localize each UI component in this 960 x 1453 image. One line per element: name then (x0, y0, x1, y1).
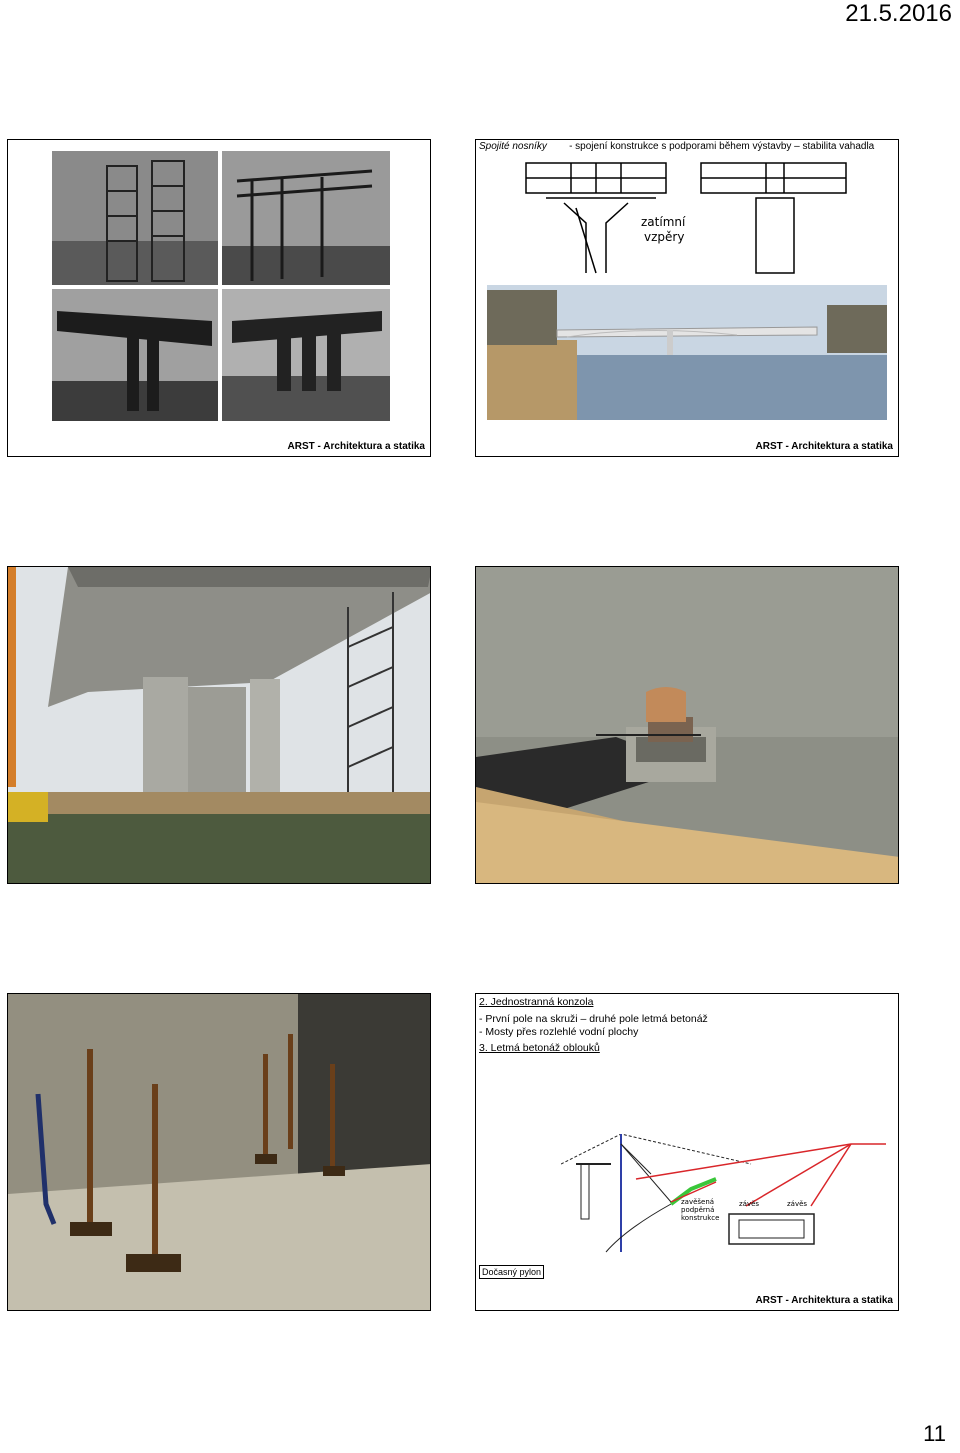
bridge-over-river-photo (487, 285, 887, 420)
slide-footer: ARST - Architektura a statika (287, 441, 425, 452)
heading-cantilever: 2. Jednostranná konzola (479, 996, 594, 1008)
diagram-label: závěs (739, 1200, 760, 1208)
date: 21.5.2016 (845, 0, 952, 27)
page-number: 11 (923, 1421, 946, 1446)
bridge-underside-photo (8, 567, 431, 884)
drawing-label-1: zatímní (641, 215, 686, 229)
diagram-label: závěs (787, 1200, 808, 1208)
slide-3 (7, 566, 431, 884)
diagram-label: konstrukce (681, 1214, 720, 1222)
bridge-bearing-photo (476, 567, 899, 884)
slide-6 (475, 993, 899, 1311)
diagram-label: podpěrná (681, 1206, 715, 1214)
bullet-item: - První pole na skruži – druhé pole letmá betonáž (479, 1012, 708, 1025)
slide-4 (475, 566, 899, 884)
diagram-label: zavěšená (681, 1198, 715, 1206)
slide-text (479, 996, 708, 1055)
bullet-item: - Mosty přes rozlehlé vodní plochy (479, 1026, 639, 1038)
slide-2 (475, 139, 899, 457)
anchor-rods-photo (8, 994, 431, 1311)
heading-arches: 3. Letmá betonáž oblouků (479, 1041, 600, 1054)
construction-photos-bw (52, 151, 390, 421)
arch-cantilever-diagram (561, 1134, 886, 1284)
slide-footer: ARST - Architektura a statika (755, 1295, 893, 1306)
slide-footer: ARST - Architektura a statika (755, 441, 893, 452)
slide-1 (7, 139, 431, 457)
slide-title: Spojité nosníky - spojení konstrukce s podporami během výstavby – stabilita vahadla (479, 141, 875, 152)
slide-5 (7, 993, 431, 1311)
temporary-pylon-label: Dočasný pylon (479, 1265, 544, 1279)
cantilever-drawing (516, 158, 856, 278)
drawing-label-2: vzpěry (644, 230, 685, 244)
